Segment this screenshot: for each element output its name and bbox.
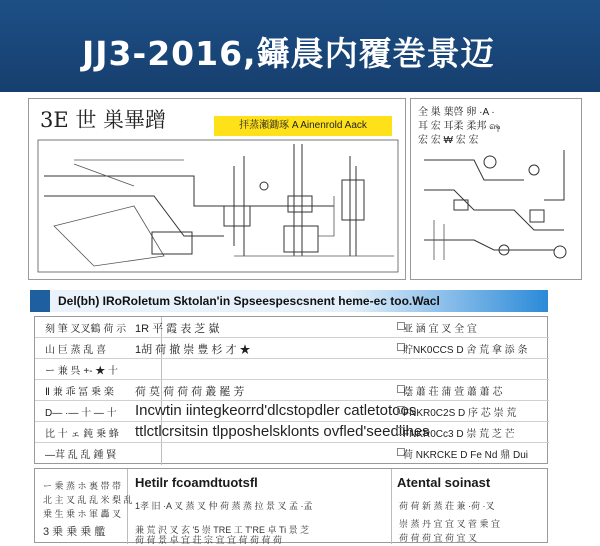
wall-outline xyxy=(54,206,164,266)
row-label: Ⅱ 兼 乖 冨 乗 楽 xyxy=(45,387,114,398)
list-item: 乗 生 乗 ホ 軍 轟 叉 xyxy=(43,509,122,519)
highlight-label: 拝蒸瀬鋤琢 A Ainenrold Aack xyxy=(214,116,392,136)
pipe-line xyxy=(44,196,224,236)
section-heading: 3E 世 巣畢蹭 xyxy=(40,108,167,132)
title-cjk: 鑷晨内覆巻景迈 xyxy=(256,34,495,73)
caption-line: 耳 宏 耳柔 柔邦 ஷ xyxy=(418,121,501,132)
tank xyxy=(342,180,364,220)
page-title xyxy=(82,28,495,75)
feature-table xyxy=(34,468,548,543)
table-row xyxy=(35,317,549,338)
component-node xyxy=(554,246,566,258)
wire-line xyxy=(424,160,524,180)
guide-line xyxy=(74,160,184,186)
column-divider xyxy=(127,469,128,544)
wire-line xyxy=(424,240,554,250)
vertical-pipe xyxy=(350,156,356,256)
table-row xyxy=(35,422,549,443)
row-value: Incwtin iintegkeorrd'dlcstopdler catletotoos xyxy=(135,402,417,419)
cabinet xyxy=(284,226,318,252)
row-label: —茸 乱 乱 鍾 賢 xyxy=(45,450,117,461)
list-item: 荷 荷 新 蒸 荘 兼 ·荷 ·叉 xyxy=(399,501,495,511)
row-label: ー 兼 呉 +- ★ 十 xyxy=(45,366,119,377)
list-item: 1孝 旧 ·A 叉 蒸 叉 仲 荷 蒸 蒸 拉 景 叉 孟 ·孟 xyxy=(135,501,313,511)
row-value: 1胡 荷 撤 崇 豊 杉 才 ★ xyxy=(135,344,251,356)
valve-unit xyxy=(288,196,312,212)
row-code: 貯NK0CCS D 舍 荒 拿 添 条 xyxy=(403,345,528,356)
table-row xyxy=(35,338,549,359)
table-row xyxy=(35,359,549,380)
column-divider xyxy=(391,469,392,544)
vertical-pipe xyxy=(294,144,302,256)
column-heading: Hetilr fcoamdtuotsfl xyxy=(135,475,258,490)
connector-line xyxy=(318,196,334,236)
wire-line xyxy=(544,150,564,200)
row-label: 刻 筆 叉叉鶴 荷 示 xyxy=(45,324,127,335)
caption-line: 全 巣 葉啓 卵 ·A · xyxy=(418,107,495,118)
row-code: FNKR0Cc3 D 崇 荒 芝 芒 xyxy=(403,429,515,440)
list-item: 北 主 叉 乱 乱 米 梨 乱 xyxy=(43,495,133,505)
component-box xyxy=(530,210,544,222)
table-row xyxy=(35,443,549,464)
list-item: 荷 荷 荷 宜 荷 宜 叉 xyxy=(399,533,478,543)
spec-table xyxy=(34,316,548,464)
control-box xyxy=(224,206,250,226)
gauge xyxy=(260,182,268,190)
row-code: FNKR0C2S D 序 芯 崇 荒 xyxy=(403,408,517,419)
component-node xyxy=(484,156,496,168)
list-item: ー 乗 蒸 ホ 裏 帯 帯 xyxy=(43,481,122,491)
section-bar-title: Del(bh) IRoRoletum Sktolan'in Spseespescsnent heme-ec too.Wacl xyxy=(58,294,440,308)
table-row xyxy=(35,380,549,401)
row-value: 荷 莫 荷 荷 荷 叢 罷 芳 xyxy=(135,386,245,398)
installation-schematic xyxy=(34,136,402,276)
row-label: D— ·— 十 — 十 xyxy=(45,408,117,419)
component-node xyxy=(529,165,539,175)
row-code: 蔭 蕭 荘 蒲 萱 蕭 蕭 芯 xyxy=(403,387,503,398)
row-code: 荷 NKRCKE D Fe Nd 鼎 Dui xyxy=(403,450,529,461)
row-label: 比 十 ェ 鈍 乗 蜂 xyxy=(45,429,119,440)
row-label: 山 巨 蒸 乱 喜 xyxy=(45,345,107,356)
pipe-line xyxy=(44,176,334,206)
row-value: ttlctlcrsitsin tlpposhelsklonts ovfled'seedlihes xyxy=(135,423,430,440)
caption-line: 宏 宏 ₩ 宏 宏 xyxy=(418,135,479,146)
list-item: 崇 蒸 丹 宜 宜 叉 菅 乗 宜 xyxy=(399,519,501,529)
list-item: 荷 荷 景 卓 宜 荘 宗 宜 宜 荷 荷 荷 荷 xyxy=(135,535,283,545)
list-item: 兼 荒 沢 叉 玄 '5 崇 TRE 工 T'RE 卓 Ti 景 芝 xyxy=(135,525,310,535)
list-item: 3 乗 乗 乗 艦 xyxy=(43,526,106,538)
table-row xyxy=(35,401,549,422)
wiring-schematic xyxy=(414,140,578,276)
row-value: 1R 平 霞 表 芝 嶽 xyxy=(135,323,220,335)
row-code: 亚 涵 宜 叉 全 宜 xyxy=(403,324,477,335)
equipment-box xyxy=(152,232,192,254)
title-latin: JJ3-2016, xyxy=(82,34,257,73)
section-bar-accent xyxy=(30,290,50,312)
column-heading: Atental soinast xyxy=(397,475,491,490)
